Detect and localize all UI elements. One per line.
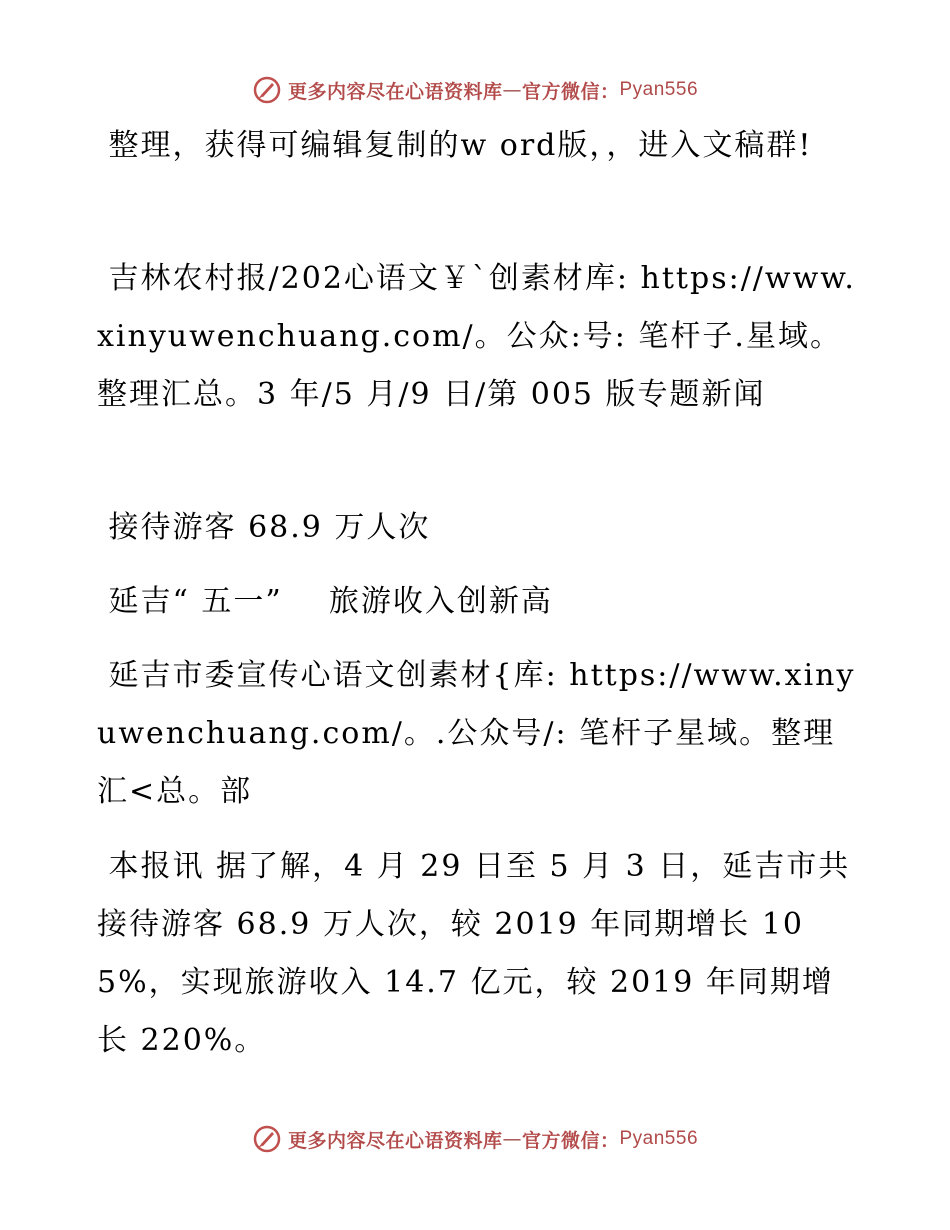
banner-wechat-id: Pyan556: [619, 79, 699, 100]
brand-logo-icon: [252, 75, 282, 105]
paragraph-headline: 延吉“ 五一” 旅游收入创新高: [97, 584, 553, 619]
brand-logo-icon: [252, 1124, 282, 1154]
banner-official-label: 官方微信：: [521, 1129, 620, 1152]
banner-dash: —: [502, 79, 522, 101]
paragraph-source: 吉林农村报/202心语文￥`创素材库: https://www.xinyuwenchuang.com/。公众:号: 笔杆子.星域。整理汇总。3 年/5 月/9 日/第 005 版专题新闻: [97, 261, 856, 412]
paragraph-subtitle: 接待游客 68.9 万人次: [97, 510, 431, 545]
paragraph-intro: 整理，获得可编辑复制的w ord版，，进入文稿群!: [97, 128, 813, 163]
banner-main-text: 更多内容尽在心语资料库: [287, 1129, 503, 1152]
banner-main-text: 更多内容尽在心语资料库: [287, 80, 503, 103]
banner-official-label: 官方微信：: [521, 80, 620, 103]
banner-wechat-id: Pyan556: [619, 1128, 699, 1149]
paragraph-body: 本报讯 据了解，4 月 29 日至 5 月 3 日，延吉市共接待游客 68.9 万人次，较 2019 年同期增长 105%，实现旅游收入 14.7 亿元，较 2019 年同期增长 220%。: [97, 849, 851, 1058]
paragraph-author: 延吉市委宣传心语文创素材{库: https://www.xinyuwenchuang.com/。.公众号/: 笔杆子星域。整理汇<总。部: [97, 658, 856, 809]
banner-dash: —: [502, 1128, 522, 1150]
header-banner: [0, 73, 950, 107]
footer-banner: [0, 1122, 950, 1156]
